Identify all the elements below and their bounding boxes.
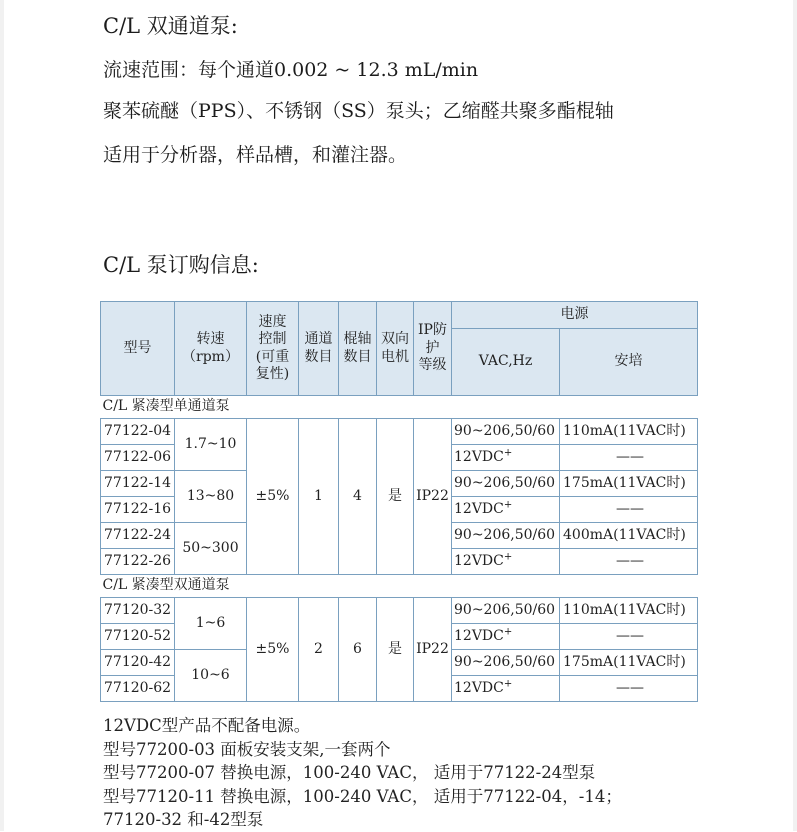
model-cell: 77122-26 — [101, 549, 175, 575]
note-line: 12VDC型产品不配备电源。 — [103, 716, 311, 735]
right-margin-bar — [793, 0, 797, 831]
power-cell: 12VDC+ — [452, 445, 560, 471]
header-channels: 通道 数目 — [299, 302, 339, 396]
amps-cell: 175mA(11VAC时) — [560, 471, 698, 497]
model-cell: 77122-04 — [101, 419, 175, 445]
bidir-cell: 是 — [377, 419, 414, 575]
section-title-single: C/L 紧凑型单通道泵 — [101, 396, 698, 419]
flow-range-text: 流速范围：每个通道0.002 ~ 12.3 mL/min — [103, 59, 479, 81]
power-cell: 12VDC+ — [452, 676, 560, 702]
power-cell: 90~206,50/60 — [452, 598, 560, 624]
notes-block — [103, 714, 622, 832]
model-cell: 77120-42 — [101, 650, 175, 676]
amps-cell: 400mA(11VAC时) — [560, 523, 698, 549]
amps-cell: 175mA(11VAC时) — [560, 650, 698, 676]
model-cell: 77122-24 — [101, 523, 175, 549]
control-cell: ±5% — [247, 598, 299, 702]
power-cell: 90~206,50/60 — [452, 471, 560, 497]
control-cell: ±5% — [247, 419, 299, 575]
ip-cell: IP22 — [414, 419, 452, 575]
channels-cell: 1 — [299, 419, 339, 575]
speed-cell: 10~6 — [175, 650, 247, 702]
amps-cell: —— — [560, 445, 698, 471]
speed-cell: 1~6 — [175, 598, 247, 650]
power-cell: 12VDC+ — [452, 497, 560, 523]
header-speed: 转速 （rpm） — [175, 302, 247, 396]
header-ip-rating: IP防 护 等级 — [414, 302, 452, 396]
ordering-table — [100, 301, 698, 702]
header-power: 电源 — [452, 302, 698, 329]
amps-cell: —— — [560, 676, 698, 702]
header-speed-control: 速度 控制 (可重 复性) — [247, 302, 299, 396]
note-line: 型号77200-07 替换电源，100-240 VAC， 适用于77122-24型泵 — [103, 763, 596, 782]
power-cell: 12VDC+ — [452, 624, 560, 650]
model-cell: 77122-14 — [101, 471, 175, 497]
section-title: C/L 双通道泵: — [103, 14, 238, 38]
applications-text: 适用于分析器，样品槽，和灌注器。 — [103, 144, 408, 166]
speed-cell: 50~300 — [175, 523, 247, 575]
power-cell: 90~206,50/60 — [452, 419, 560, 445]
header-amps: 安培 — [560, 329, 698, 396]
header-vac: VAC,Hz — [452, 329, 560, 396]
speed-cell: 1.7~10 — [175, 419, 247, 471]
materials-text: 聚苯硫醚（PPS）、不锈钢（SS）泵头；乙缩醛共聚多酯棍轴 — [103, 100, 614, 122]
rollers-cell: 6 — [339, 598, 377, 702]
model-cell: 77120-32 — [101, 598, 175, 624]
model-cell: 77120-62 — [101, 676, 175, 702]
header-bidirectional: 双向 电机 — [377, 302, 414, 396]
note-line: 型号77120-11 替换电源，100-240 VAC， 适用于77122-04，-14； — [103, 786, 622, 806]
note-line: 型号77200-03 面板安装支架,一套两个 — [103, 739, 391, 759]
amps-cell: 110mA(11VAC时) — [560, 419, 698, 445]
power-cell: 12VDC+ — [452, 549, 560, 575]
bidir-cell: 是 — [377, 598, 414, 702]
model-cell: 77122-06 — [101, 445, 175, 471]
section-title-dual: C/L 紧凑型双通道泵 — [101, 575, 698, 598]
amps-cell: —— — [560, 497, 698, 523]
ordering-title: C/L 泵订购信息: — [103, 253, 259, 277]
header-rollers: 棍轴 数目 — [339, 302, 377, 396]
model-cell: 77120-52 — [101, 624, 175, 650]
table-row — [101, 419, 698, 445]
note-line: 77120-32 和-42型泵 — [103, 810, 264, 829]
speed-cell: 13~80 — [175, 471, 247, 523]
amps-cell: 110mA(11VAC时) — [560, 598, 698, 624]
left-margin-bar — [0, 0, 4, 831]
rollers-cell: 4 — [339, 419, 377, 575]
model-cell: 77122-16 — [101, 497, 175, 523]
table-row — [101, 598, 698, 624]
header-model: 型号 — [101, 302, 175, 396]
amps-cell: —— — [560, 549, 698, 575]
amps-cell: —— — [560, 624, 698, 650]
ip-cell: IP22 — [414, 598, 452, 702]
power-cell: 90~206,50/60 — [452, 650, 560, 676]
power-cell: 90~206,50/60 — [452, 523, 560, 549]
channels-cell: 2 — [299, 598, 339, 702]
